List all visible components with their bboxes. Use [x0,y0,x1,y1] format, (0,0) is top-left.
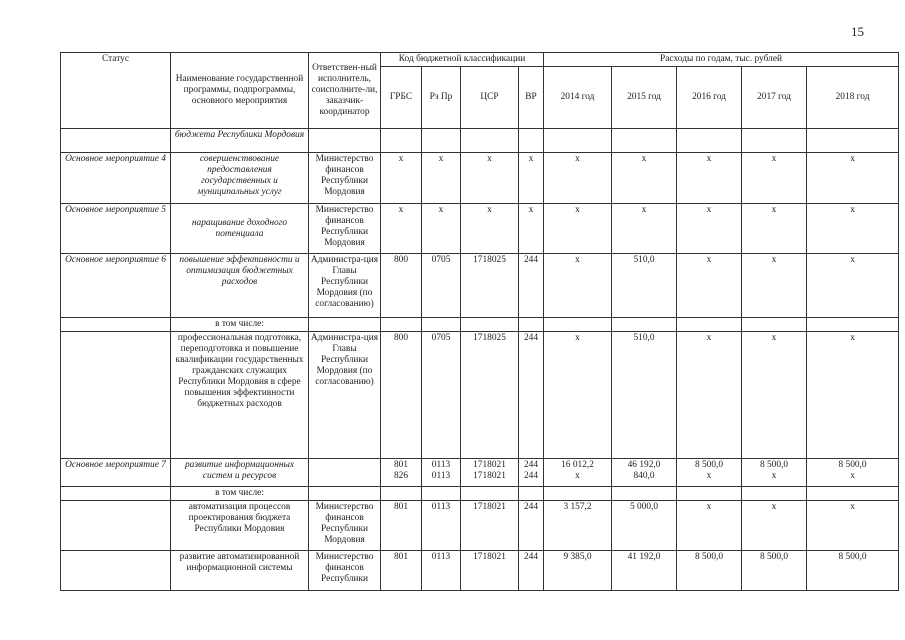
row-2014: 9 385,0 [544,551,612,591]
row-grbs: х [381,204,422,254]
header-year-2018: 2018 год [807,67,899,129]
row-2014: х [544,332,612,459]
row-2014 [544,318,612,332]
header-year-2017: 2017 год [742,67,807,129]
row-2017: х [742,501,807,551]
row-2014: х [544,204,612,254]
row-2014 [544,487,612,501]
row-vr: 244 [519,254,544,318]
row-vr: 244 [519,332,544,459]
header-year-2015: 2015 год [612,67,677,129]
row-responsible: Администра-ция Главы Республики Мордовия (по согласованию) [309,254,381,318]
row-vr: 244 [519,551,544,591]
row-2018 [807,487,899,501]
row-2017: х [742,153,807,204]
row-status: Основное мероприятие 6 [61,254,171,318]
row-grbs: 800 [381,332,422,459]
row-csr: х [461,204,519,254]
row-status: Основное мероприятие 5 [61,204,171,254]
header-year-2014: 2014 год [544,67,612,129]
row-rzpr: х [422,204,461,254]
table-row [61,459,899,487]
row-2016: х [677,501,742,551]
row-csr [461,487,519,501]
row-rzpr: 0113 [422,501,461,551]
header-csr: ЦСР [461,67,519,129]
row-2018: 8 500,0 [807,551,899,591]
row-2018: х [807,153,899,204]
header-rzpr: Рз Пр [422,67,461,129]
header-vr: ВР [519,67,544,129]
table-row [61,551,899,591]
row-status [61,551,171,591]
row-responsible [309,318,381,332]
header-name: Наименование государственной программы, подпрограммы, основного мероприятия [171,53,309,129]
header-expenses-group: Расходы по годам, тыс. рублей [544,53,899,67]
row-name: развитие информационных систем и ресурсов [171,459,309,487]
table-row [61,254,899,318]
row-name: бюджета Республики Мордовия [171,129,309,153]
row-2017 [742,129,807,153]
row-rzpr: 0705 [422,254,461,318]
row-rzpr: 0113 [422,551,461,591]
row-2014 [544,129,612,153]
row-2015: х [612,153,677,204]
row-csr: 1718021 [461,551,519,591]
row-status [61,487,171,501]
row-2014: 3 157,2 [544,501,612,551]
row-responsible: Администра-ция Главы Республики Мордовия (по согласованию) [309,332,381,459]
row-csr: х [461,153,519,204]
row-2016: х [677,153,742,204]
row-csr: 1718021 [461,501,519,551]
header-budget-code-group: Код бюджетной классификации [381,53,544,67]
row-name: в том числе: [171,318,309,332]
row-status [61,332,171,459]
row-2017 [742,318,807,332]
row-status: Основное мероприятие 7 [61,459,171,487]
row-grbs [381,318,422,332]
row-2017: х [742,204,807,254]
row-responsible: Министерство финансов Республики Мордовия [309,501,381,551]
row-2015 [612,129,677,153]
row-2016: х [677,254,742,318]
row-2017: х [742,332,807,459]
row-grbs: 800 [381,254,422,318]
row-grbs: 801 [381,501,422,551]
row-2018: х [807,204,899,254]
row-name: развитие автоматизированной информационной системы [171,551,309,591]
table-row [61,332,899,459]
row-2018: х [807,254,899,318]
row-vr: х [519,204,544,254]
row-grbs: х [381,153,422,204]
row-2016: х [677,204,742,254]
row-2015: х [612,204,677,254]
row-grbs [381,129,422,153]
row-responsible: Министерство финансов Республики Мордовия [309,204,381,254]
table-row [61,204,899,254]
row-grbs: 801 [381,551,422,591]
row-2015: 46 192,0 840,0 [612,459,677,487]
budget-table [60,52,899,591]
header-grbs: ГРБС [381,67,422,129]
row-vr: 244 244 [519,459,544,487]
table-row [61,501,899,551]
row-2016 [677,487,742,501]
row-name: наращивание доходного потенциала [171,204,309,254]
row-responsible: Министерство финансов Республики Мордовия [309,153,381,204]
row-2017: 8 500,0 х [742,459,807,487]
row-responsible [309,129,381,153]
row-2015: 510,0 [612,254,677,318]
row-name: совершенствование предоставления государственных и муниципальных услуг [171,153,309,204]
row-csr: 1718025 [461,332,519,459]
row-vr [519,318,544,332]
row-status [61,129,171,153]
header-year-2016: 2016 год [677,67,742,129]
row-status [61,318,171,332]
row-vr: х [519,153,544,204]
table-row [61,487,899,501]
row-status: Основное мероприятие 4 [61,153,171,204]
table-row [61,129,899,153]
row-2016: х [677,332,742,459]
row-2014: х [544,254,612,318]
row-2018 [807,318,899,332]
row-2015 [612,318,677,332]
row-responsible [309,487,381,501]
row-vr: 244 [519,501,544,551]
row-2015: 41 192,0 [612,551,677,591]
row-2015: 510,0 [612,332,677,459]
row-2018: х [807,332,899,459]
row-rzpr: 0113 0113 [422,459,461,487]
row-vr [519,487,544,501]
row-2018: х [807,501,899,551]
row-responsible: Министерство финансов Республики [309,551,381,591]
row-2017: х [742,254,807,318]
row-csr: 1718025 [461,254,519,318]
row-rzpr [422,318,461,332]
row-name: повышение эффективности и оптимизация бюджетных расходов [171,254,309,318]
row-responsible [309,459,381,487]
row-name: в том числе: [171,487,309,501]
row-2018: 8 500,0 х [807,459,899,487]
row-2014: х [544,153,612,204]
row-csr [461,318,519,332]
row-2016 [677,129,742,153]
row-rzpr [422,129,461,153]
row-vr [519,129,544,153]
row-2016: 8 500,0 [677,551,742,591]
page-number: 15 [851,24,864,39]
row-rzpr [422,487,461,501]
row-2014: 16 012,2 х [544,459,612,487]
row-2016 [677,318,742,332]
row-rzpr: 0705 [422,332,461,459]
row-grbs: 801 826 [381,459,422,487]
header-status: Статус [61,53,171,129]
row-csr: 1718021 1718021 [461,459,519,487]
header-responsible: Ответствен-ный исполнитель, соисполните-ли, заказчик-координатор [309,53,381,129]
row-2017: 8 500,0 [742,551,807,591]
table-row [61,153,899,204]
row-rzpr: х [422,153,461,204]
row-csr [461,129,519,153]
row-2016: 8 500,0 х [677,459,742,487]
row-status [61,501,171,551]
row-2015 [612,487,677,501]
row-2015: 5 000,0 [612,501,677,551]
table-row [61,318,899,332]
row-grbs [381,487,422,501]
row-name: профессиональная подготовка, переподготовка и повышение квалификации государственных гражданских служащих Республики Мордовия в сфере повышения эффективности бюджетных расходов [171,332,309,459]
row-2018 [807,129,899,153]
row-name: автоматизация процессов проектирования бюджета Республики Мордовия [171,501,309,551]
row-2017 [742,487,807,501]
